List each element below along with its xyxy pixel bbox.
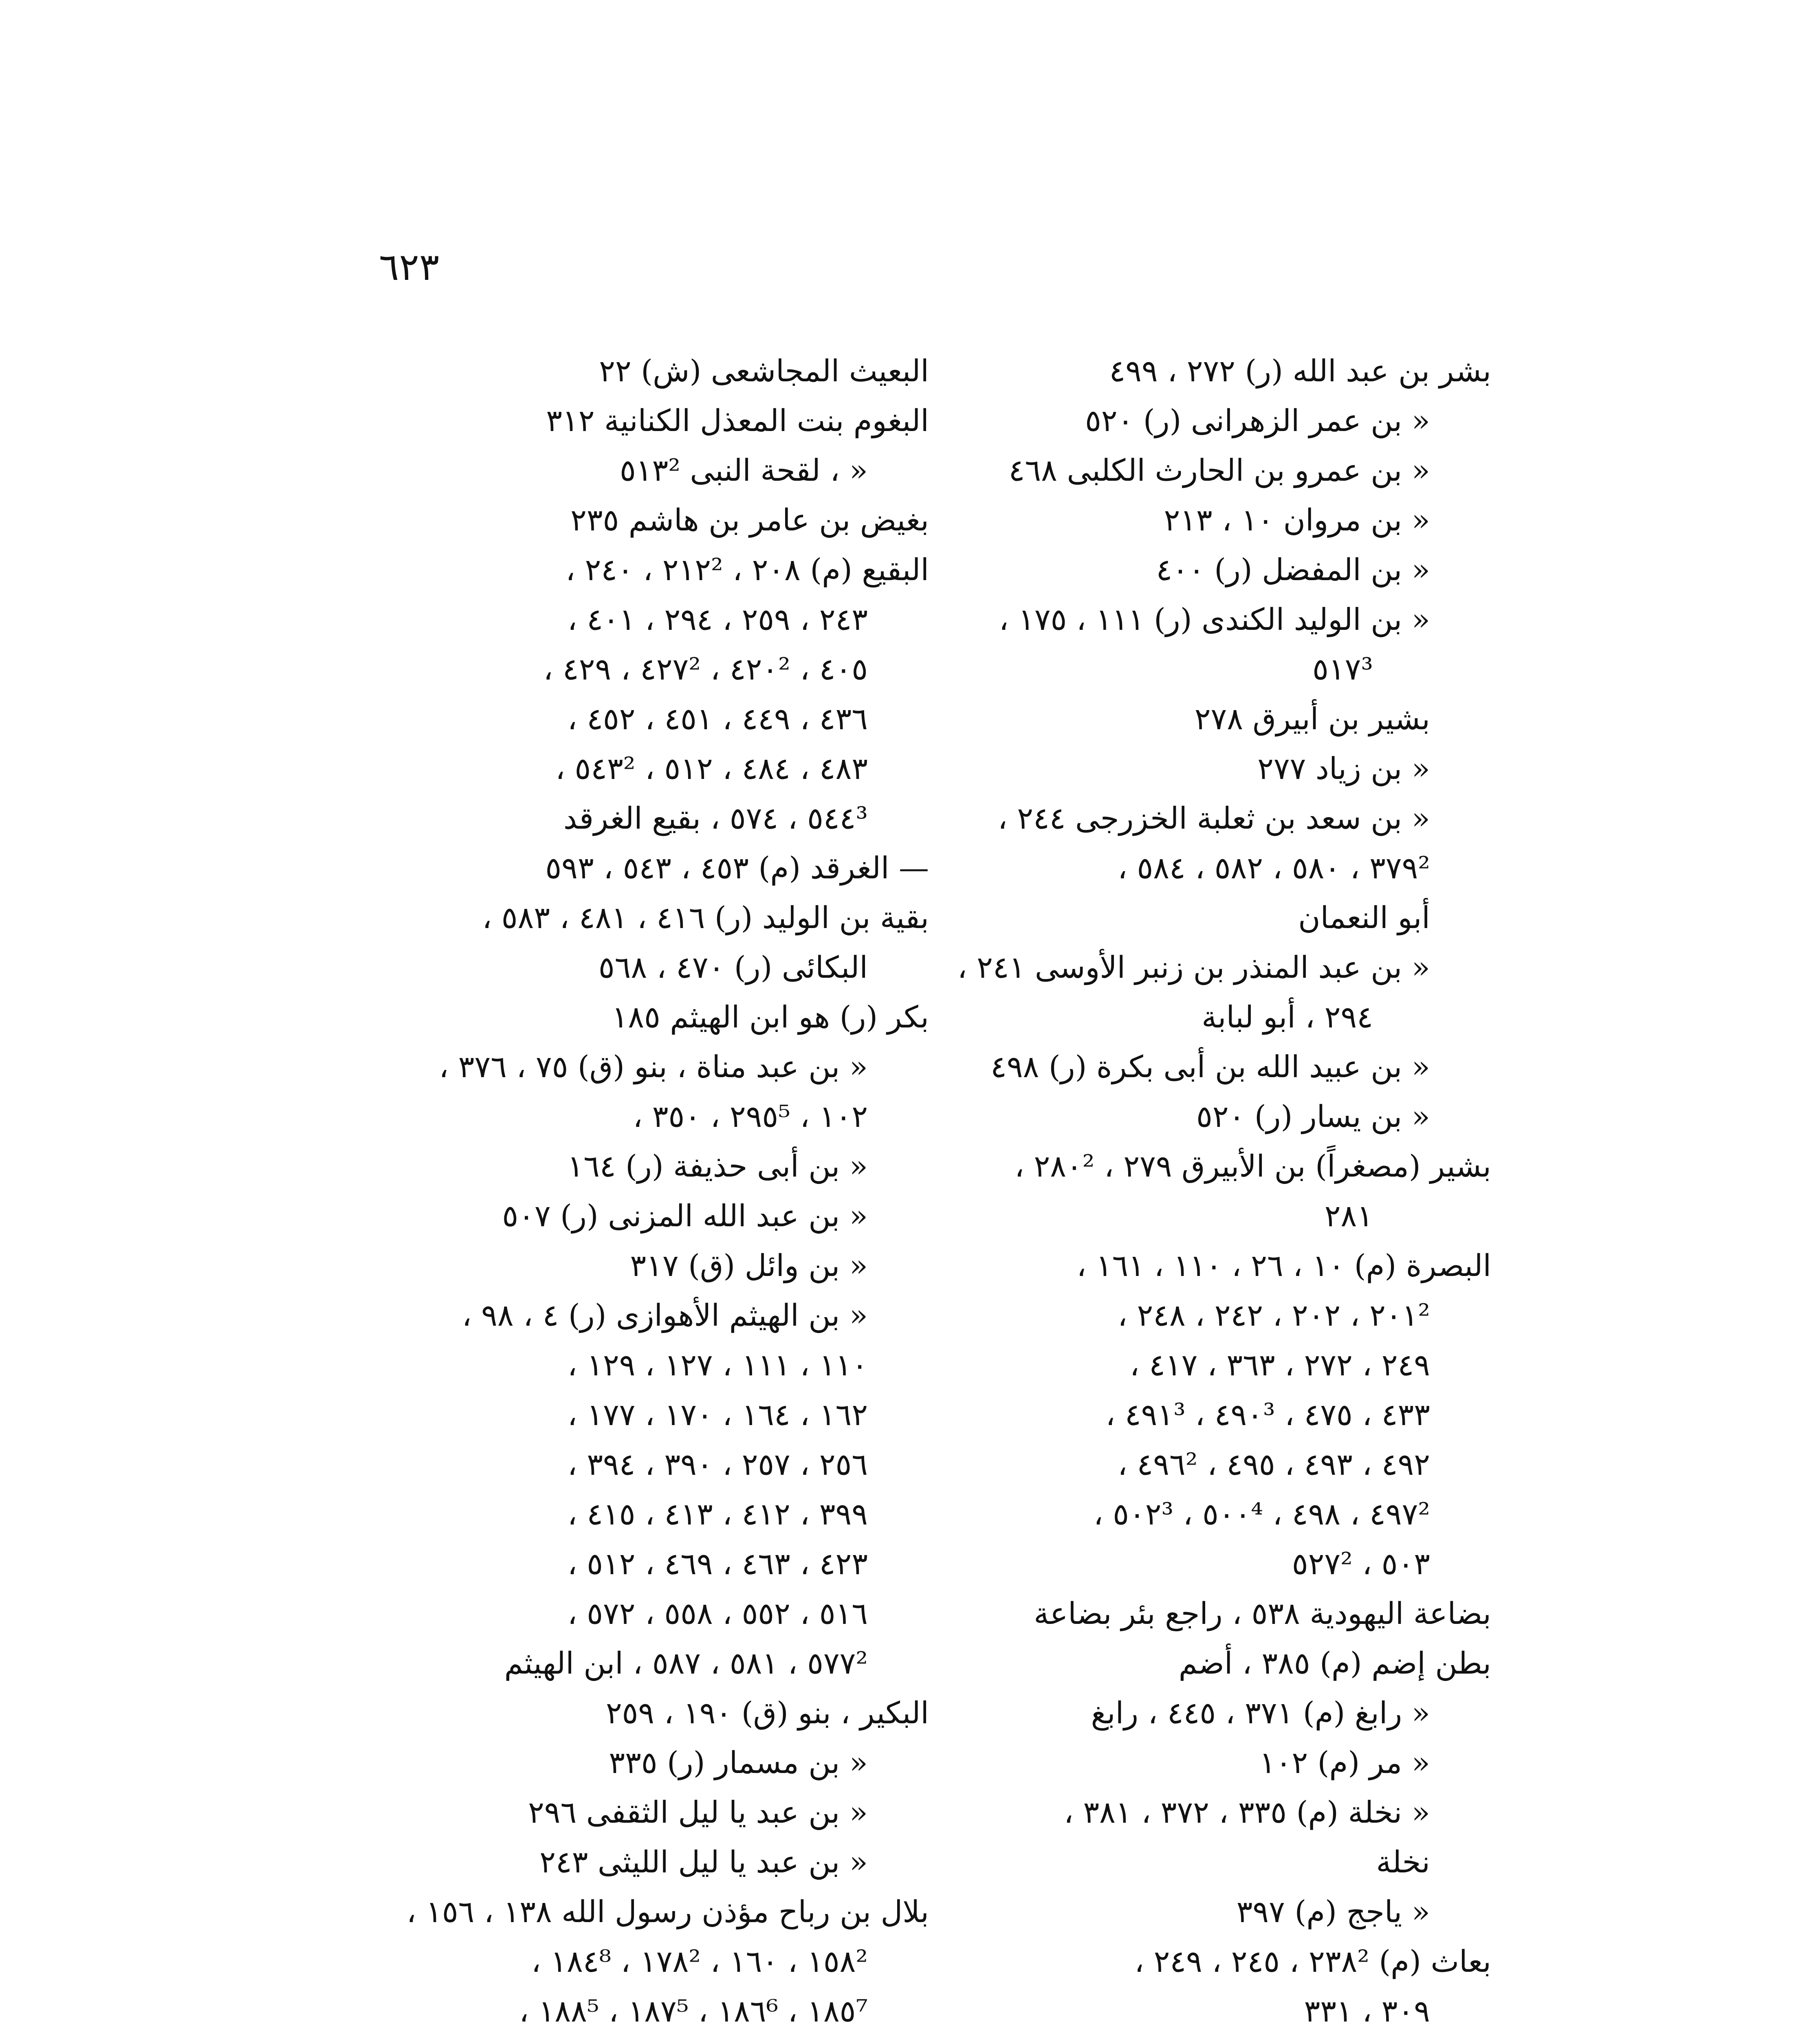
index-entry: « مر (م) ١٠٢ [1259, 1745, 1430, 1780]
index-entry: ٢٤٣ ، ٢٥٩ ، ٢٩٤ ، ٤٠١ ، [567, 602, 868, 637]
index-entry: البغوم بنت المعذل الكنانية ٣١٢ [546, 403, 929, 438]
index-entry: ٥١٧³ [1312, 652, 1373, 687]
index-entry: ٤٠٥ ، ٤٢٠² ، ٤٢٧² ، ٤٢٩ ، [543, 652, 868, 687]
index-entry: ٤٢٣ ، ٤٦٣ ، ٤٦٩ ، ٥١٢ ، [567, 1546, 868, 1582]
index-entry: ٥١٦ ، ٥٥٢ ، ٥٥٨ ، ٥٧٢ ، [567, 1596, 868, 1631]
index-entry: « ياجج (م) ٣٩٧ [1236, 1894, 1430, 1929]
index-entry: بضاعة اليهودية ٥٣٨ ، راجع بئر بضاعة [1034, 1596, 1491, 1631]
index-entry: ٢٤٩ ، ٢٧٢ ، ٣٦٣ ، ٤١٧ ، [1129, 1348, 1430, 1383]
index-entry: البقيع (م) ٢٠٨ ، ٢١٢² ، ٢٤٠ ، [566, 552, 929, 587]
index-entry: « بن عبيد الله بن أبى بكرة (ر) ٤٩٨ [990, 1049, 1430, 1084]
index-entry: ٤٣٦ ، ٤٤٩ ، ٤٥١ ، ٤٥٢ ، [567, 702, 868, 737]
index-entry: بشير (مصغراً) بن الأبيرق ٢٧٩ ، ٢٨٠² ، [1015, 1149, 1491, 1184]
index-entry: البعيث المجاشعى (ش) ٢٢ [599, 354, 929, 389]
page-number: ٦٢٣ [379, 245, 440, 289]
index-entry: بطن إضم (م) ٣٨٥ ، أضم [1178, 1646, 1491, 1681]
index-entry: « بن مروان ١٠ ، ٢١٣ [1164, 503, 1430, 538]
index-entry: « بن عبد يا ليل الثقفى ٢٩٦ [528, 1795, 868, 1830]
index-entry: ٢٠١² ، ٢٠٢ ، ٢٤٢ ، ٢٤٨ ، [1118, 1298, 1430, 1333]
index-entry: نخلة [1376, 1845, 1430, 1880]
index-entry: ٢٨١ [1324, 1199, 1373, 1234]
index-entry: ٢٩٤ ، أبو لبابة [1202, 1000, 1373, 1035]
index-entry: ٥٠٣ ، ٥٢٧² [1292, 1546, 1430, 1582]
index-entry: ٥٧٧² ، ٥٨١ ، ٥٨٧ ، ابن الهيثم [504, 1646, 868, 1681]
index-entry: « بن زياد ٢٧٧ [1257, 751, 1430, 786]
index-entry: « بن عبد المنذر بن زنبر الأوسى ٢٤١ ، [957, 950, 1430, 985]
index-entry: ١١٠ ، ١١١ ، ١٢٧ ، ١٢٩ ، [567, 1348, 868, 1383]
index-entry: ٣٩٩ ، ٤١٢ ، ٤١٣ ، ٤١٥ ، [567, 1497, 868, 1532]
index-entry: بقية بن الوليد (ر) ٤١٦ ، ٤٨١ ، ٥٨٣ ، [482, 900, 929, 935]
index-entry: ٣٧٩² ، ٥٨٠ ، ٥٨٢ ، ٥٨٤ ، [1118, 851, 1430, 886]
index-entry: « بن يسار (ر) ٥٢٠ [1196, 1099, 1430, 1134]
index-entry: ١٨٥⁷ ، ١٨٦⁶ ، ١٨٧⁵ ، ١٨٨⁵ ، [519, 1994, 868, 2029]
index-entry: ٤٨٣ ، ٤٨٤ ، ٥١٢ ، ٥٤٣² ، [555, 751, 868, 786]
index-entry: « نخلة (م) ٣٣٥ ، ٣٧٢ ، ٣٨١ ، [1064, 1795, 1430, 1830]
index-column-left [391, 346, 929, 2036]
index-entry: « بن عبد مناة ، بنو (ق) ٧٥ ، ٣٧٦ ، [439, 1049, 868, 1084]
index-entry: ٤٩٢ ، ٤٩٣ ، ٤٩٥ ، ٤٩٦² ، [1118, 1447, 1430, 1482]
index-entry: ٣٠٩ ، ٣٣١ [1304, 1994, 1430, 2029]
index-entry: بعاث (م) ٢٣٨² ، ٢٤٥ ، ٢٤٩ ، [1134, 1944, 1491, 1979]
index-entry: « بن الوليد الكندى (ر) ١١١ ، ١٧٥ ، [999, 602, 1430, 637]
index-entry: ٤٩٧² ، ٤٩٨ ، ٥٠٠⁴ ، ٥٠٢³ ، [1093, 1497, 1430, 1532]
index-entry: — الغرقد (م) ٤٥٣ ، ٥٤٣ ، ٥٩٣ [545, 851, 929, 886]
index-entry: « بن عبد يا ليل الليثى ٢٤٣ [539, 1845, 868, 1880]
index-entry: ٢٥٦ ، ٢٥٧ ، ٣٩٠ ، ٣٩٤ ، [567, 1447, 868, 1482]
index-entry: بشير بن أبيرق ٢٧٨ [1194, 702, 1430, 737]
index-entry: « رابغ (م) ٣٧١ ، ٤٤٥ ، رابغ [1091, 1696, 1430, 1731]
index-entry: ١٥٨² ، ١٦٠ ، ١٧٨² ، ١٨٤⁸ ، [531, 1944, 868, 1979]
index-entry: ١٠٢ ، ٢٩٥⁵ ، ٣٥٠ ، [633, 1099, 868, 1134]
index-entry: ١٦٢ ، ١٦٤ ، ١٧٠ ، ١٧٧ ، [567, 1397, 868, 1432]
index-entry: « بن عمرو بن الحارث الكلبى ٤٦٨ [1008, 453, 1430, 488]
index-entry: « بن مسمار (ر) ٣٣٥ [609, 1745, 868, 1780]
index-entry: بغيض بن عامر بن هاشم ٢٣٥ [570, 503, 929, 538]
index-entry: بكر (ر) هو ابن الهيثم ١٨٥ [612, 1000, 929, 1035]
index-entry: « بن الهيثم الأهوازى (ر) ٤ ، ٩٨ ، [462, 1298, 868, 1333]
index-entry: « بن المفضل (ر) ٤٠٠ [1156, 552, 1430, 587]
index-column-right [957, 346, 1491, 2036]
index-entry: « بن أبى حذيفة (ر) ١٦٤ [567, 1149, 868, 1184]
index-entry: « بن سعد بن ثعلبة الخزرجى ٢٤٤ ، [997, 801, 1430, 836]
index-entry: « بن وائل (ق) ٣١٧ [630, 1248, 868, 1283]
index-entry: البصرة (م) ١٠ ، ٢٦ ، ١١٠ ، ١٦١ ، [1076, 1248, 1491, 1283]
index-entry: البكائى (ر) ٤٧٠ ، ٥٦٨ [598, 950, 868, 985]
index-entry: ٥٤٤³ ، ٥٧٤ ، بقيع الغرقد [563, 801, 868, 836]
index-entry: بشر بن عبد الله (ر) ٢٧٢ ، ٤٩٩ [1109, 354, 1491, 389]
index-entry: بلال بن رباح مؤذن رسول الله ١٣٨ ، ١٥٦ ، [406, 1894, 929, 1929]
index-entry: أبو النعمان [1298, 900, 1430, 935]
index-entry: « ، لقحة النبى ٥١٣² [619, 453, 868, 488]
index-entry: البكير ، بنو (ق) ١٩٠ ، ٢٥٩ [605, 1696, 929, 1731]
index-entry: « بن عبد الله المزنى (ر) ٥٠٧ [502, 1199, 868, 1234]
index-entry: ٤٣٣ ، ٤٧٥ ، ٤٩٠³ ، ٤٩١³ ، [1105, 1397, 1430, 1432]
index-entry: « بن عمر الزهرانى (ر) ٥٢٠ [1085, 403, 1430, 438]
